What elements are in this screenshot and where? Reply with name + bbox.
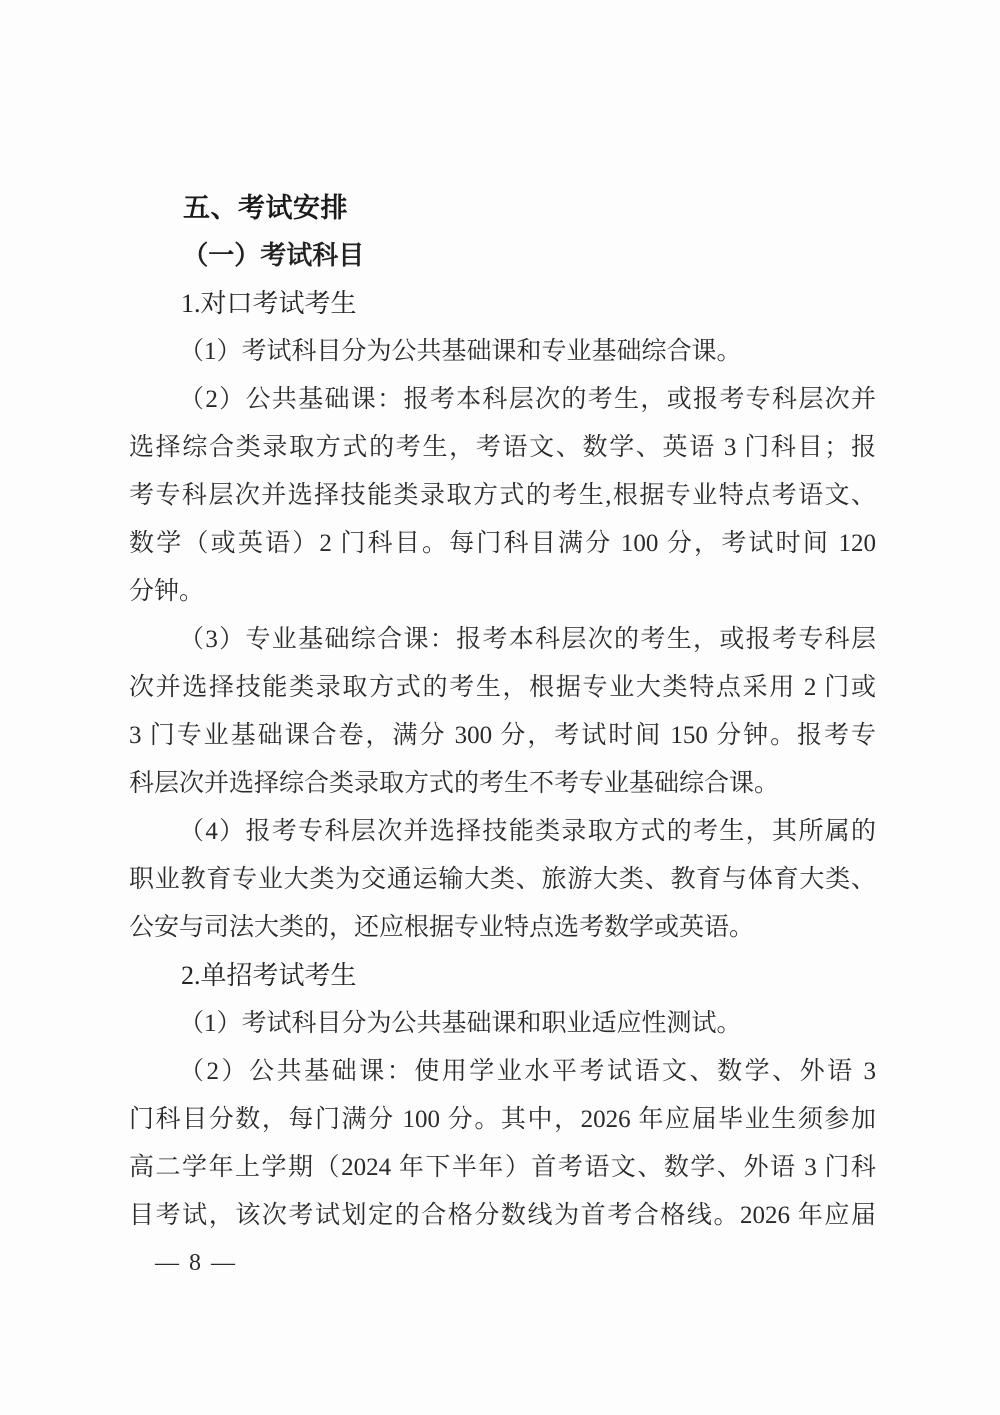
text-line: （4）报考专科层次并选择技能类录取方式的考生，其所属的 [179, 818, 876, 845]
text-line: 公安与司法大类的，还应根据专业特点选考数学或英语。 [129, 914, 755, 941]
text-line: （1）考试科目分为公共基础课和职业适应性测试。 [179, 1010, 742, 1037]
paragraph-danzhao-2 [129, 1048, 876, 1240]
page-number: — 8 — [155, 1250, 237, 1276]
text-line: 考专科层次并选择技能类录取方式的考生,根据专业特点考语文、 [129, 482, 876, 509]
page-footer [155, 1245, 237, 1281]
paragraph-duikou-4 [129, 808, 876, 952]
text-line: 分钟。 [129, 578, 205, 605]
paragraph-duikou-2 [129, 376, 876, 616]
text-line: 次并选择技能类录取方式的考生，根据专业大类特点采用 2 门或 [129, 674, 876, 701]
text-line: 3 门专业基础课合卷，满分 300 分，考试时间 150 分钟。报考专 [129, 722, 876, 749]
paragraph-danzhao-1 [129, 1000, 876, 1048]
section-heading: 五、考试安排 [183, 193, 348, 223]
text-line: （2）公共基础课：使用学业水平考试语文、数学、外语 3 [179, 1058, 876, 1085]
text-line: 门科目分数，每门满分 100 分。其中，2026 年应届毕业生须参加 [129, 1106, 876, 1133]
text-line: 数学（或英语）2 门科目。每门科目满分 100 分，考试时间 120 [129, 530, 876, 557]
text-line: 目考试，该次考试划定的合格分数线为首考合格线。2026 年应届 [129, 1202, 876, 1229]
text-line: 职业教育专业大类为交通运输大类、旅游大类、教育与体育大类、 [129, 866, 876, 893]
list-item-duikou: 1.对口考试考生 [181, 289, 357, 318]
text-line: （3）专业基础综合课：报考本科层次的考生，或报考专科层 [179, 626, 876, 653]
text-line: 选择综合类录取方式的考生，考语文、数学、英语 3 门科目；报 [129, 434, 876, 461]
text-line: 高二学年上学期（2024 年下半年）首考语文、数学、外语 3 门科 [129, 1154, 876, 1181]
document-content [129, 184, 876, 1240]
text-line: 科层次并选择综合类录取方式的考生不考专业基础综合课。 [129, 770, 780, 797]
list-item-danzhao: 2.单招考试考生 [181, 961, 357, 990]
text-line: （2）公共基础课：报考本科层次的考生，或报考专科层次并 [179, 386, 876, 413]
paragraph-duikou-1 [129, 328, 876, 376]
text-line: （1）考试科目分为公共基础课和专业基础综合课。 [179, 338, 742, 365]
subsection-heading: （一）考试科目 [182, 241, 365, 270]
paragraph-duikou-3 [129, 616, 876, 808]
